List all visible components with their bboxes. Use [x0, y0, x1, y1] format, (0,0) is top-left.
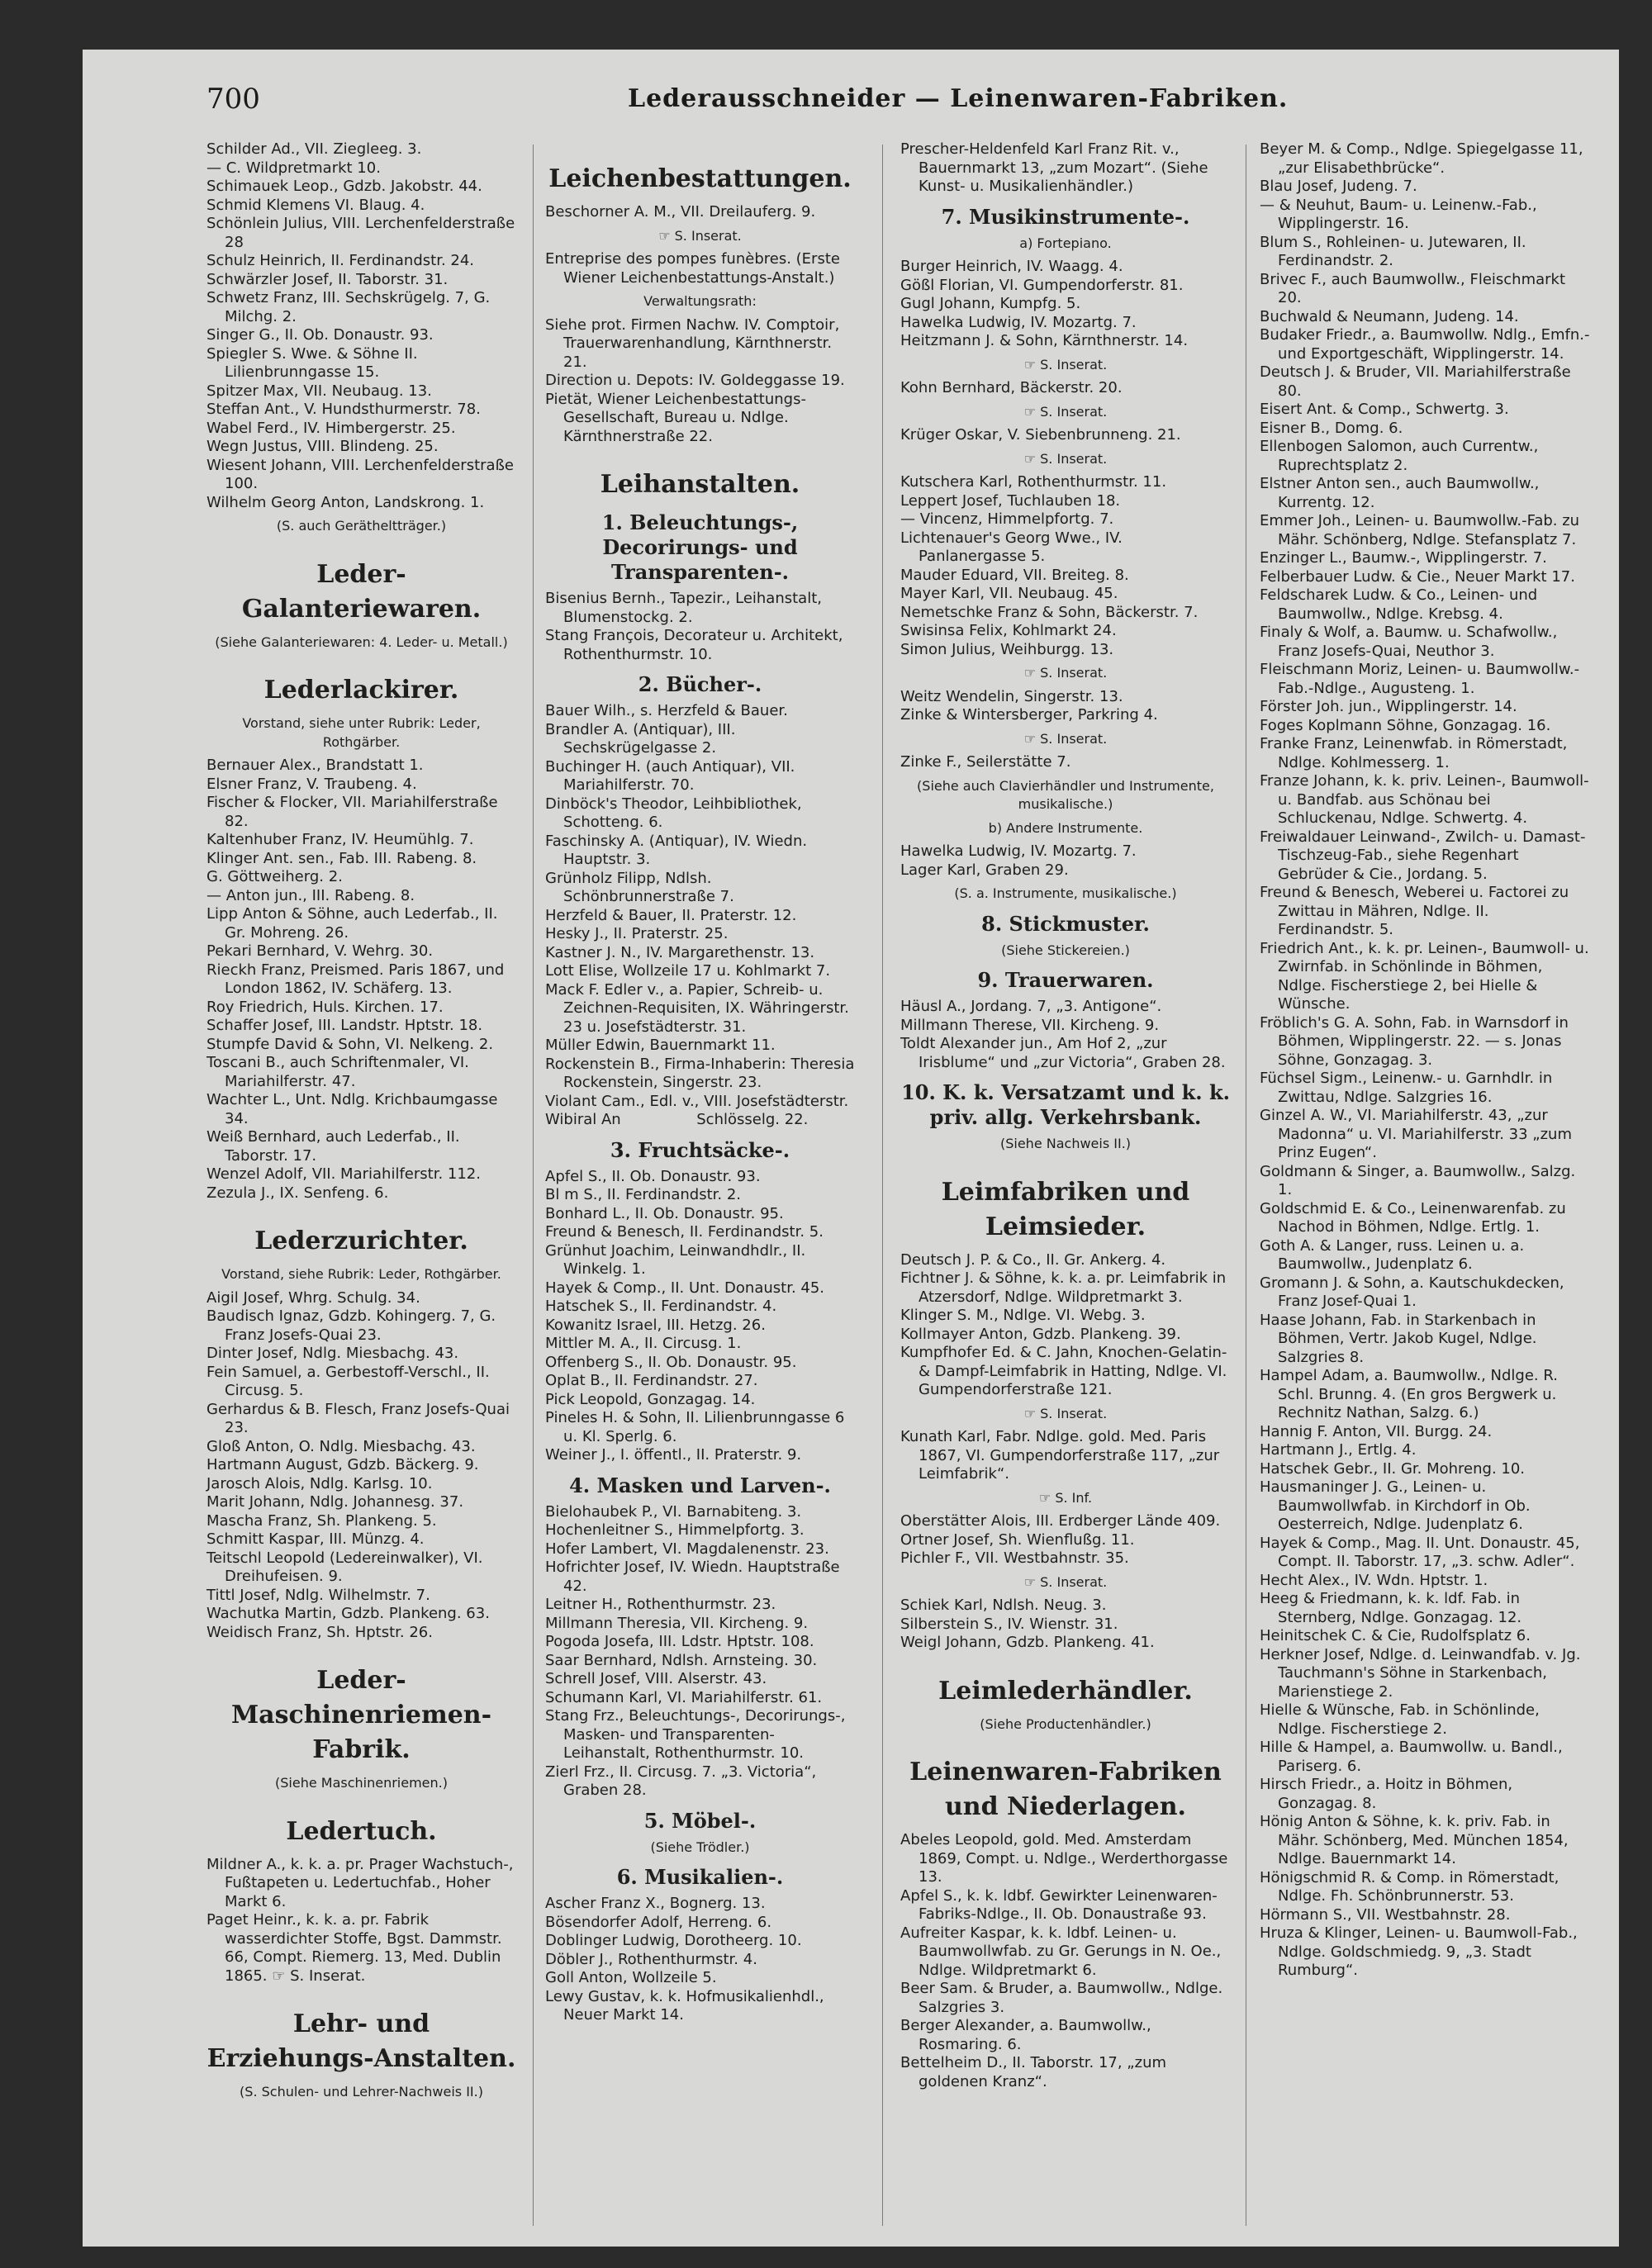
- directory-entry: Hartmann August, Gdzb. Bäckerg. 9.: [206, 1456, 479, 1473]
- column-3: [900, 140, 1231, 2230]
- directory-entry: Weitz Wendelin, Singerstr. 13.: [900, 687, 1123, 705]
- directory-entry: Goldschmid E. & Co., Leinenwarenfab. zu Nachod in Böhmen, Ndlge. Ertlg. 1.: [1260, 1199, 1571, 1236]
- directory-entry: Förster Joh. jun., Wipplingerstr. 14.: [1260, 698, 1517, 715]
- directory-entry: Hayek & Comp., Mag. II. Unt. Donaustr. 45, Compt. II. Taborstr. 17, „3. schw. Adler“.: [1260, 1534, 1585, 1570]
- directory-entry: Hausmaninger J. G., Leinen- u. Baumwollwfab. in Kirchdorf in Ob. Oesterreich, Ndlge. Judenplatz 6.: [1260, 1478, 1536, 1533]
- section-heading: Leihanstalten.: [600, 470, 800, 499]
- running-title: Lederausschneider — Leinenwaren-Fabriken.: [628, 84, 1289, 113]
- section-heading: Lederlackirer.: [263, 676, 459, 705]
- section-heading: Leder-Maschinenriemen-Fabrik.: [230, 1666, 492, 1764]
- section-heading: Lederzurichter.: [254, 1227, 468, 1255]
- directory-entry: Kowanitz Israel, III. Hetzg. 26.: [545, 1316, 766, 1334]
- directory-entry: Enzinger L., Baumw.-, Wipplingerstr. 7.: [1260, 549, 1547, 567]
- directory-entry: Mack F. Edler v., a. Papier, Schreib- u. Zeichnen-Requisiten, IX. Währingerstr. 23 u. Josefstädterstr. 31.: [545, 980, 854, 1036]
- directory-entry: Wiesent Johann, VIII. Lerchenfelderstraße 100.: [206, 456, 519, 492]
- page-number: 700: [206, 83, 260, 116]
- directory-entry: Hayek & Comp., II. Unt. Donaustr. 45.: [545, 1279, 825, 1297]
- cross-reference-note: (Siehe Stickereien.): [1001, 942, 1130, 958]
- directory-entry: Hönigschmid R. & Comp. in Römerstadt, Ndlge. Fh. Schönbrunnerstr. 53.: [1260, 1868, 1564, 1905]
- directory-entry: Heeg & Friedmann, k. k. ldf. Fab. in Sternberg, Ndlge. Gonzagag. 12.: [1260, 1590, 1525, 1626]
- directory-entry: Stang Frz., Beleuchtungs-, Decorirungs-, Masken- und Transparenten-Leihanstalt, Rothenthurmstr. 10.: [545, 1707, 851, 1762]
- directory-entry: Bösendorfer Adolf, Herreng. 6.: [545, 1913, 772, 1931]
- directory-entry: Ginzel A. W., VI. Mariahilferstr. 43, „zur Madonna“ u. VI. Mariahilferstr. 33 „zum Prinz Eugen“.: [1260, 1107, 1577, 1161]
- directory-entry: Prescher-Heldenfeld Karl Franz Rit. v., Bauernmarkt 13, „zum Mozart“. (Siehe Kunst- u. Musikalienhändler.): [900, 140, 1213, 195]
- cross-reference-note: ☞ S. Inserat.: [1023, 403, 1108, 420]
- column-4: [1260, 140, 1595, 2230]
- directory-entry: Hatschek Gebr., II. Gr. Mohreng. 10.: [1260, 1459, 1526, 1478]
- directory-entry: Bl m S., II. Ferdinandstr. 2.: [545, 1186, 742, 1203]
- section-heading: 9. Trauerwaren.: [977, 968, 1154, 992]
- directory-entry: Hecht Alex., IV. Wdn. Hptstr. 1.: [1260, 1571, 1488, 1589]
- directory-entry: Weiß Bernhard, auch Lederfab., II. Taborstr. 17.: [206, 1128, 465, 1165]
- directory-entry: Goldmann & Singer, a. Baumwollw., Salzg. 1.: [1260, 1162, 1580, 1198]
- directory-entry: — C. Wildpretmarkt 10.: [206, 159, 381, 177]
- directory-entry: Emmer Joh., Leinen- u. Baumwollw.-Fab. zu Mähr. Schönberg, Ndlge. Stefansplatz 7.: [1260, 512, 1584, 548]
- directory-entry: Burger Heinrich, IV. Waagg. 4.: [900, 258, 1123, 275]
- directory-entry: Herkner Josef, Ndlge. d. Leinwandfab. v. Jg. Tauchmann's Söhne in Starkenbach, Marienstiege 2.: [1260, 1645, 1586, 1701]
- directory-entry: Deutsch J. P. & Co., II. Gr. Ankerg. 4.: [900, 1250, 1166, 1269]
- directory-entry: Violant Cam., Edl. v., VIII. Josefstädterstr.: [545, 1092, 849, 1110]
- directory-entry: Grünhut Joachim, Leinwandhdlr., II. Winkelg. 1.: [545, 1241, 810, 1278]
- directory-entry: Herzfeld & Bauer, II. Praterstr. 12.: [545, 906, 797, 924]
- directory-entry: Leitner H., Rothenthurmstr. 23.: [545, 1596, 776, 1613]
- directory-entry: Schilder Ad., VII. Ziegleeg. 3.: [206, 140, 422, 158]
- directory-entry: Schönlein Julius, VIII. Lerchenfelderstraße 28: [206, 215, 520, 251]
- section-heading: 4. Masken und Larven-.: [569, 1473, 831, 1497]
- directory-entry: Schumann Karl, VI. Mariahilferstr. 61.: [545, 1688, 823, 1706]
- cross-reference-note: ☞ S. Inserat.: [1023, 450, 1108, 467]
- cross-reference-note: ☞ S. Inserat.: [1023, 1573, 1108, 1590]
- directory-entry: Bernauer Alex., Brandstatt 1.: [206, 757, 424, 774]
- directory-entry: Apfel S., II. Ob. Donaustr. 93.: [545, 1167, 761, 1185]
- column-divider: [533, 145, 534, 2226]
- directory-entry: Simon Julius, Weihburgg. 13.: [900, 640, 1114, 658]
- cross-reference-note: (Siehe Trödler.): [650, 1839, 750, 1855]
- directory-entry: Fein Samuel, a. Gerbestoff-Verschl., II. Circusg. 5.: [206, 1363, 495, 1399]
- directory-entry: Abeles Leopold, gold. Med. Amsterdam 1869, Compt. u. Ndlge., Werderthorgasse 13.: [900, 1831, 1233, 1886]
- directory-entry: Hawelka Ludwig, IV. Mozartg. 7.: [900, 842, 1137, 860]
- cross-reference-note: (Siehe Galanteriewaren: 4. Leder- u. Metall.): [215, 633, 508, 650]
- directory-entry: Wibiral An Schlösselg. 22.: [545, 1111, 809, 1128]
- directory-entry: Elstner Anton sen., auch Baumwollw., Kurrentg. 12.: [1260, 475, 1545, 511]
- cross-reference-note: ☞ S. Inserat.: [1023, 730, 1108, 747]
- cross-reference-note: (Siehe auch Clavierhändler und Instrumente, musikalische.): [917, 777, 1214, 812]
- directory-entry: Friedrich Ant., k. k. pr. Leinen-, Baumwoll- u. Zwirnfab. in Schönlinde in Böhmen, Ndlge. Fischerstiege 2, bei Hielle & Wünsche.: [1260, 939, 1594, 1013]
- directory-entry: Eisner B., Domg. 6.: [1260, 419, 1403, 437]
- directory-entry: Zinke F., Seilerstätte 7.: [900, 753, 1071, 771]
- directory-entry: Dinböck's Theodor, Leihbibliothek, Schotteng. 6.: [545, 795, 807, 831]
- directory-entry: Wachter L., Unt. Ndlg. Krichbaumgasse 34.: [206, 1091, 503, 1127]
- directory-entry: Ortner Josef, Sh. Wienflußg. 11.: [900, 1530, 1135, 1549]
- directory-entry: Mascha Franz, Sh. Plankeng. 5.: [206, 1511, 437, 1530]
- directory-entry: Mittler M. A., II. Circusg. 1.: [545, 1335, 742, 1352]
- section-heading: 3. Fruchtsäcke-.: [610, 1137, 790, 1162]
- directory-entry: Pogoda Josefa, III. Ldstr. Hptstr. 108.: [545, 1633, 814, 1650]
- section-heading: Lehr- und Erziehungs-Anstalten.: [206, 2009, 516, 2073]
- directory-entry: Krüger Oskar, V. Siebenbrunneng. 21.: [900, 426, 1181, 444]
- section-heading: 1. Beleuchtungs-, Decorirungs- und Transparenten-.: [601, 510, 799, 584]
- directory-entry: Gromann J. & Sohn, a. Kautschukdecken, Franz Josef-Quai 1.: [1260, 1274, 1569, 1310]
- directory-entry: Saar Bernhard, Ndlsh. Arnsteing. 30.: [545, 1651, 818, 1669]
- directory-entry: Wilhelm Georg Anton, Landskrong. 1.: [206, 493, 485, 511]
- directory-entry: Hawelka Ludwig, IV. Mozartg. 7.: [900, 313, 1137, 331]
- directory-entry: Döbler J., Rothenthurmstr. 4.: [545, 1950, 757, 1968]
- directory-entry: Nemetschke Franz & Sohn, Bäckerstr. 7.: [900, 603, 1199, 621]
- directory-entry: Spiegler S. Wwe. & Söhne II. Lilienbrunngasse 15.: [206, 344, 423, 381]
- directory-entry: Zinke & Wintersberger, Parkring 4.: [900, 706, 1158, 724]
- directory-entry: Freiwaldauer Leinwand-, Zwilch- u. Damast-Tischzeug-Fab., siehe Regenhart Gebrüder & Cie., Jordang. 5.: [1260, 828, 1586, 883]
- directory-entry: Bisenius Bernh., Tapezir., Leihanstalt, Blumenstockg. 2.: [545, 590, 827, 626]
- directory-entry: Mayer Karl, VII. Neubaug. 45.: [900, 585, 1118, 602]
- directory-entry: Zierl Frz., II. Circusg. 7. „3. Victoria“, Graben 28.: [545, 1763, 821, 1799]
- directory-entry: Hatschek S., II. Ferdinandstr. 4.: [545, 1298, 777, 1315]
- directory-entry: Hruza & Klinger, Leinen- u. Baumwoll-Fab., Ndlge. Goldschmiedg. 9, „3. Stadt Rumburg“.: [1260, 1924, 1583, 1979]
- directory-entry: Oplat B., II. Ferdinandstr. 27.: [545, 1372, 758, 1389]
- directory-entry: Millmann Therese, VII. Kircheng. 9.: [900, 1016, 1160, 1034]
- directory-entry: Hörmann S., VII. Westbahnstr. 28.: [1260, 1905, 1511, 1924]
- directory-entry: Kutschera Karl, Rothenthurmstr. 11.: [900, 473, 1167, 491]
- directory-entry: Kohn Bernhard, Bäckerstr. 20.: [900, 379, 1123, 396]
- directory-entry: Lichtenauer's Georg Wwe., IV. Panlanergasse 5.: [900, 529, 1127, 565]
- directory-entry: Weigl Johann, Gdzb. Plankeng. 41.: [900, 1634, 1155, 1651]
- directory-entry: Buchinger H. (auch Antiquar), VII. Mariahilferstr. 70.: [545, 757, 800, 794]
- directory-entry: Hartmann J., Ertlg. 4.: [1260, 1441, 1417, 1459]
- column-2: [545, 140, 860, 2230]
- column-1: [206, 140, 520, 2230]
- directory-entry: Deutsch J. & Bruder, VII. Mariahilferstraße 80.: [1260, 363, 1576, 400]
- directory-entry: Wachutka Martin, Gdzb. Plankeng. 63.: [206, 1605, 490, 1622]
- directory-entry: Bauer Wilh., s. Herzfeld & Bauer.: [545, 702, 788, 719]
- directory-entry: Hochenleitner S., Himmelpfortg. 3.: [545, 1521, 805, 1539]
- directory-entry: Bielohaubek P., VI. Barnabiteng. 3.: [545, 1502, 802, 1521]
- directory-entry: Hille & Hampel, a. Baumwollw. u. Bandl., Pariserg. 6.: [1260, 1739, 1568, 1775]
- column-divider: [882, 145, 883, 2226]
- directory-entry: Siehe prot. Firmen Nachw. IV. Comptoir, Trauerwarenhandlung, Kärnthnerstr. 21.: [545, 316, 845, 371]
- cross-reference-note: ☞ S. Inserat.: [1023, 1405, 1108, 1421]
- section-heading: 2. Bücher-.: [638, 672, 762, 696]
- directory-entry: Pineles H. & Sohn, II. Lilienbrunngasse 6 u. Kl. Sperlg. 6.: [545, 1409, 850, 1445]
- section-heading: 5. Möbel-.: [643, 1808, 757, 1833]
- directory-entry: Füchsel Sigm., Leinenw.- u. Garnhdlr. in Zwittau, Ndlge. Salzgries 16.: [1260, 1070, 1557, 1106]
- directory-entry: Tittl Josef, Ndlg. Wilhelmstr. 7.: [206, 1586, 430, 1604]
- directory-entry: Schmid Klemens VI. Blaug. 4.: [206, 196, 425, 214]
- directory-entry: Schwetz Franz, III. Sechskrügelg. 7, G. Milchg. 2.: [206, 289, 495, 325]
- directory-entry: Ascher Franz X., Bognerg. 13.: [545, 1895, 766, 1912]
- directory-entry: Gerhardus & B. Flesch, Franz Josefs-Quai 23.: [206, 1400, 515, 1436]
- directory-entry: Roy Friedrich, Huls. Kirchen. 17.: [206, 998, 444, 1016]
- cross-reference-note: b) Andere Instrumente.: [988, 819, 1143, 836]
- directory-entry: Finaly & Wolf, a. Baumw. u. Schafwollw., Franz Josefs-Quai, Neuthor 3.: [1260, 624, 1563, 660]
- directory-entry: Klinger S. M., Ndlge. VI. Webg. 3.: [900, 1307, 1146, 1324]
- cross-reference-note: (Siehe Nachweis II.): [999, 1136, 1132, 1151]
- directory-entry: Beyer M. & Comp., Ndlge. Spiegelgasse 11, „zur Elisabethbrücke“.: [1260, 140, 1588, 177]
- directory-entry: Rieckh Franz, Preismed. Paris 1867, und London 1862, IV. Schäferg. 13.: [206, 961, 510, 997]
- directory-entry: Baudisch Ignaz, Gdzb. Kohingerg. 7, G. Franz Josefs-Quai 23.: [206, 1307, 501, 1344]
- cross-reference-note: ☞ S. Inserat.: [1023, 665, 1108, 681]
- directory-entry: Schimauek Leop., Gdzb. Jakobstr. 44.: [206, 178, 482, 195]
- directory-entry: Hofer Lambert, VI. Magdalenenstr. 23.: [545, 1540, 829, 1558]
- directory-entry: Hofrichter Josef, IV. Wiedn. Hauptstraße 42.: [545, 1559, 845, 1595]
- directory-entry: Heitzmann J. & Sohn, Kärnthnerstr. 14.: [900, 332, 1189, 349]
- directory-entry: Millmann Theresia, VII. Kircheng. 9.: [545, 1614, 809, 1632]
- section-heading: Leder-Galanteriewaren.: [241, 559, 482, 624]
- cross-reference-note: Verwaltungsrath:: [643, 293, 757, 309]
- section-heading: Leichenbestattungen.: [548, 164, 852, 193]
- directory-page: [83, 50, 1619, 2247]
- directory-entry: Wenzel Adolf, VII. Mariahilferstr. 112.: [206, 1165, 481, 1183]
- directory-entry: Freund & Benesch, Weberei u. Factorei zu Zwittau in Mähren, Ndlge. II. Ferdinandstr. 5.: [1260, 884, 1574, 938]
- directory-entry: Schrell Josef, VIII. Alserstr. 43.: [545, 1670, 767, 1687]
- directory-entry: Offenberg S., II. Ob. Donaustr. 95.: [545, 1353, 797, 1371]
- directory-entry: Haase Johann, Fab. in Starkenbach in Böhmen, Vertr. Jakob Kugel, Ndlge. Salzgries 8.: [1260, 1311, 1542, 1366]
- directory-entry: Gugl Johann, Kumpfg. 5.: [900, 295, 1081, 312]
- directory-entry: Zezula J., IX. Senfeng. 6.: [206, 1184, 389, 1202]
- directory-entry: Häusl A., Jordang. 7, „3. Antigone“.: [900, 998, 1162, 1015]
- directory-entry: Schmitt Kaspar, III. Münzg. 4.: [206, 1530, 425, 1548]
- directory-entry: — Vincenz, Himmelpfortg. 7.: [900, 510, 1114, 528]
- directory-entry: Stang François, Decorateur u. Architekt, Rothenthurmstr. 10.: [545, 627, 848, 663]
- directory-entry: Mildner A., k. k. a. pr. Prager Wachstuch-, Fußtapeten u. Ledertuchfab., Hoher Markt 6.: [206, 1855, 519, 1910]
- section-heading: 8. Stickmuster.: [981, 911, 1150, 936]
- directory-entry: Pichler F., VII. Westbahnstr. 35.: [900, 1549, 1129, 1567]
- directory-entry: Kunath Karl, Fabr. Ndlge. gold. Med. Paris 1867, VI. Gumpendorferstraße 117, „zur Leimfabrik“.: [900, 1428, 1224, 1483]
- cross-reference-note: Vorstand, siehe Rubrik: Leder, Rothgärber.: [221, 1266, 501, 1282]
- directory-entry: Berger Alexander, a. Baumwollw., Rosmaring. 6.: [900, 2017, 1156, 2053]
- directory-entry: Weiner J., I. öffentl., II. Praterstr. 9.: [545, 1446, 802, 1464]
- directory-entry: Klinger Ant. sen., Fab. III. Rabeng. 8.: [206, 849, 477, 867]
- directory-entry: Fröblich's G. A. Sohn, Fab. in Warnsdorf in Böhmen, Wipplingerstr. 22. — s. Jonas Söhne, Gonzagag. 3.: [1260, 1013, 1574, 1069]
- directory-entry: Schulz Heinrich, II. Ferdinandstr. 24.: [206, 252, 475, 269]
- directory-entry: Rockenstein B., Firma-Inhaberin: Theresia Rockenstein, Singerstr. 23.: [545, 1055, 860, 1091]
- cross-reference-note: ☞ S. Inserat.: [1023, 356, 1108, 372]
- section-heading: 6. Musikalien-.: [616, 1865, 784, 1889]
- directory-entry: Hannig F. Anton, VII. Burgg. 24.: [1260, 1422, 1493, 1440]
- section-heading: Ledertuch.: [286, 1816, 437, 1846]
- directory-entry: Singer G., II. Ob. Donaustr. 93.: [206, 326, 434, 344]
- directory-entry: Franze Johann, k. k. priv. Leinen-, Baumwoll- u. Bandfab. aus Schönau bei Schluckenau, Ndlge. Schwertg. 4.: [1260, 772, 1594, 827]
- directory-entry: Brivec F., auch Baumwollw., Fleischmarkt 20.: [1260, 270, 1570, 306]
- directory-entry: Lott Elise, Wollzeile 17 u. Kohlmarkt 7.: [545, 962, 831, 980]
- cross-reference-note: Vorstand, siehe unter Rubrik: Leder, Rothgärber.: [242, 715, 481, 750]
- directory-entry: Foges Koplmann Söhne, Gonzagag. 16.: [1260, 716, 1551, 734]
- directory-entry: — Anton jun., III. Rabeng. 8.: [206, 886, 415, 904]
- cross-reference-note: (S. Schulen- und Lehrer-Nachweis II.): [240, 2084, 483, 2100]
- directory-entry: Buchwald & Neumann, Judeng. 14.: [1260, 307, 1519, 325]
- directory-entry: G. Göttweiherg. 2.: [206, 868, 343, 885]
- directory-entry: Lewy Gustav, k. k. Hofmusikalienhdl., Neuer Markt 14.: [545, 1987, 829, 2024]
- directory-entry: Fichtner J. & Söhne, k. k. a. pr. Leimfabrik in Atzersdorf, Ndlge. Wildpretmarkt 3.: [900, 1269, 1231, 1306]
- directory-entry: Weidisch Franz, Sh. Hptstr. 26.: [206, 1623, 433, 1641]
- directory-entry: Gößl Florian, VI. Gumpendorferstr. 81.: [900, 276, 1184, 294]
- directory-entry: Toscani B., auch Schriftenmaler, VI. Mariahilferstr. 47.: [206, 1054, 474, 1090]
- directory-entry: Pekari Bernhard, V. Wehrg. 30.: [206, 942, 434, 960]
- directory-entry: Aigil Josef, Whrg. Schulg. 34.: [206, 1288, 420, 1307]
- directory-entry: Apfel S., k. k. ldbf. Gewirkter Leinenwaren-Fabriks-Ndlge., II. Ob. Donaustraße 93.: [900, 1886, 1218, 1923]
- section-heading: 7. Musikinstrumente-.: [941, 204, 1190, 229]
- cross-reference-note: ☞ S. Inserat.: [658, 227, 742, 244]
- directory-entry: Franke Franz, Leinenwfab. in Römerstadt, Ndlge. Kohlmesserg. 1.: [1260, 735, 1573, 771]
- directory-entry: Hönig Anton & Söhne, k. k. priv. Fab. in Mähr. Schönberg, Med. München 1854, Ndlge. Bauernmarkt 14.: [1260, 1813, 1574, 1867]
- directory-entry: Entreprise des pompes funèbres. (Erste Wiener Leichenbestattungs-Anstalt.): [545, 250, 845, 287]
- section-heading: Leinenwaren-Fabriken und Niederlagen.: [909, 1758, 1222, 1821]
- directory-entry: Hampel Adam, a. Baumwollw., Ndlge. R. Schl. Brunng. 4. (En gros Bergwerk u. Rechnitz Nathan, Salzg. 6.): [1260, 1367, 1563, 1421]
- directory-entry: Dinter Josef, Ndlg. Miesbachg. 43.: [206, 1345, 459, 1362]
- page-header: [83, 83, 1619, 132]
- directory-entry: Hesky J., II. Praterstr. 25.: [545, 925, 729, 942]
- section-heading: 10. K. k. Versatzamt und k. k. priv. allg. Verkehrsbank.: [901, 1080, 1230, 1129]
- directory-entry: Wabel Ferd., IV. Himbergerstr. 25.: [206, 419, 456, 437]
- directory-entry: Doblinger Ludwig, Dorotheerg. 10.: [545, 1932, 802, 1949]
- directory-entry: Spitzer Max, VII. Neubaug. 13.: [206, 382, 432, 400]
- directory-entry: Grünholz Filipp, Ndlsh. Schönbrunnerstraße 7.: [545, 869, 734, 905]
- directory-entry: Bonhard L., II. Ob. Donaustr. 95.: [545, 1204, 784, 1222]
- directory-entry: Leppert Josef, Tuchlauben 18.: [900, 491, 1121, 510]
- directory-entry: Budaker Friedr., a. Baumwollw. Ndlg., Emfn.- und Exportgeschäft, Wipplingerstr. 14.: [1260, 326, 1595, 363]
- directory-entry: Müller Edwin, Bauernmarkt 11.: [545, 1037, 776, 1054]
- directory-entry: Freund & Benesch, II. Ferdinandstr. 5.: [545, 1223, 824, 1241]
- directory-entry: Fischer & Flocker, VII. Mariahilferstraße 82.: [206, 794, 503, 830]
- directory-entry: Goll Anton, Wollzeile 5.: [545, 1969, 717, 1986]
- directory-entry: Paget Heinr., k. k. a. pr. Fabrik wasserdichter Stoffe, Bgst. Dammstr. 66, Compt. Riemerg. 13, Med. Dublin 1865. ☞ S. Inserat.: [206, 1911, 507, 1985]
- directory-entry: Schwärzler Josef, II. Taborstr. 31.: [206, 270, 449, 288]
- section-heading: Leimlederhändler.: [938, 1676, 1193, 1706]
- directory-entry: Pick Leopold, Gonzagag. 14.: [545, 1390, 756, 1408]
- directory-entry: Schiek Karl, Ndlsh. Neug. 3.: [900, 1597, 1107, 1614]
- directory-entry: — & Neuhut, Baum- u. Leinenw.-Fab., Wipplingerstr. 16.: [1260, 196, 1542, 232]
- cross-reference-note: (S. auch Gerätheltträger.): [276, 518, 447, 534]
- cross-reference-note: (S. a. Instrumente, musikalische.): [954, 885, 1177, 901]
- directory-entry: Kaltenhuber Franz, IV. Heumühlg. 7.: [206, 831, 474, 848]
- cross-reference-note: (Siehe Maschinenriemen.): [275, 1775, 448, 1791]
- directory-entry: Brandler A. (Antiquar), III. Sechskrügelgasse 2.: [545, 720, 741, 757]
- directory-entry: Steffan Ant., V. Hundsthurmerstr. 78.: [206, 401, 481, 418]
- directory-entry: Teitschl Leopold (Ledereinwalker), VI. Dreihufeisen. 9.: [206, 1549, 488, 1585]
- directory-entry: Lipp Anton & Söhne, auch Lederfab., II. Gr. Mohreng. 26.: [206, 905, 503, 942]
- directory-entry: Kastner J. N., IV. Margarethenstr. 13.: [545, 943, 815, 961]
- directory-entry: Pietät, Wiener Leichenbestattungs-Gesellschaft, Bureau u. Ndlge. Kärnthnerstraße 22.: [545, 390, 806, 445]
- directory-entry: Blum S., Rohleinen- u. Jutewaren, II. Ferdinandstr. 2.: [1260, 233, 1531, 269]
- directory-entry: Beschorner A. M., VII. Dreilauferg. 9.: [545, 203, 816, 221]
- directory-entry: Eisert Ant. & Comp., Schwertg. 3.: [1260, 401, 1509, 418]
- directory-entry: Marit Johann, Ndlg. Johannesg. 37.: [206, 1493, 464, 1511]
- directory-entry: Kollmayer Anton, Gdzb. Plankeng. 39.: [900, 1325, 1181, 1343]
- directory-entry: Lager Karl, Graben 29.: [900, 861, 1069, 879]
- directory-entry: Direction u. Depots: IV. Goldeggasse 19.: [545, 372, 845, 389]
- directory-entry: Heinitschek C. & Cie, Rudolfsplatz 6.: [1260, 1627, 1531, 1644]
- directory-entry: Hielle & Wünsche, Fab. in Schönlinde, Ndlge. Fischerstiege 2.: [1260, 1701, 1545, 1738]
- directory-entry: Swisinsa Felix, Kohlmarkt 24.: [900, 622, 1117, 639]
- directory-entry: Goth A. & Langer, russ. Leinen u. a. Baumwollw., Judenplatz 6.: [1260, 1236, 1529, 1273]
- directory-entry: Ellenbogen Salomon, auch Currentw., Ruprechtsplatz 2.: [1260, 438, 1544, 474]
- directory-entry: Stumpfe David & Sohn, VI. Nelkeng. 2.: [206, 1035, 494, 1053]
- directory-entry: Beer Sam. & Bruder, a. Baumwollw., Ndlge. Salzgries 3.: [900, 1980, 1227, 2016]
- directory-entry: Jarosch Alois, Ndlg. Karlsg. 10.: [206, 1474, 433, 1492]
- cross-reference-note: a) Fortepiano.: [1019, 235, 1112, 251]
- directory-entry: Fleischmann Moriz, Leinen- u. Baumwollw.-Fab.-Ndlge., Augusteng. 1.: [1260, 661, 1580, 697]
- directory-entry: Faschinsky A. (Antiquar), IV. Wiedn. Hauptstr. 3.: [545, 832, 812, 868]
- directory-entry: Felberbauer Ludw. & Cie., Neuer Markt 17.: [1260, 567, 1575, 586]
- directory-entry: Feldscharek Ludw. & Co., Leinen- und Baumwollw., Ndlge. Krebsg. 4.: [1260, 586, 1542, 623]
- directory-entry: Silberstein S., IV. Wienstr. 31.: [900, 1615, 1118, 1633]
- directory-entry: Toldt Alexander jun., Am Hof 2, „zur Irisblume“ und „zur Victoria“, Graben 28.: [900, 1035, 1226, 1071]
- directory-entry: Schaffer Josef, III. Landstr. Hptstr. 18.: [206, 1017, 483, 1034]
- directory-entry: Gloß Anton, O. Ndlg. Miesbachg. 43.: [206, 1437, 476, 1455]
- directory-entry: Elsner Franz, V. Traubeng. 4.: [206, 775, 417, 793]
- cross-reference-note: (Siehe Productenhändler.): [980, 1715, 1151, 1732]
- directory-entry: Hirsch Friedr., a. Hoitz in Böhmen, Gonzagag. 8.: [1260, 1776, 1517, 1812]
- section-heading: Leimfabriken und Leimsieder.: [941, 1177, 1190, 1241]
- cross-reference-note: ☞ S. Inf.: [1038, 1489, 1093, 1506]
- directory-entry: Oberstätter Alois, III. Erdberger Lände 409.: [900, 1512, 1221, 1530]
- directory-entry: Blau Josef, Judeng. 7.: [1260, 178, 1417, 195]
- directory-entry: Mauder Eduard, VII. Breiteg. 8.: [900, 566, 1129, 584]
- directory-entry: Wegn Justus, VIII. Blindeng. 25.: [206, 438, 439, 455]
- directory-entry: Aufreiter Kaspar, k. k. ldbf. Leinen- u. Baumwollwfab. zu Gr. Gerungs in N. Oe., Ndlge. Wildpretmarkt 6.: [900, 1924, 1226, 1979]
- directory-entry: Bettelheim D., II. Taborstr. 17, „zum goldenen Kranz“.: [900, 2054, 1171, 2090]
- directory-entry: Kumpfhofer Ed. & C. Jahn, Knochen-Gelatin- & Dampf-Leimfabrik in Hatting, Ndlge. VI. Gumpendorferstraße 121.: [900, 1344, 1232, 1398]
